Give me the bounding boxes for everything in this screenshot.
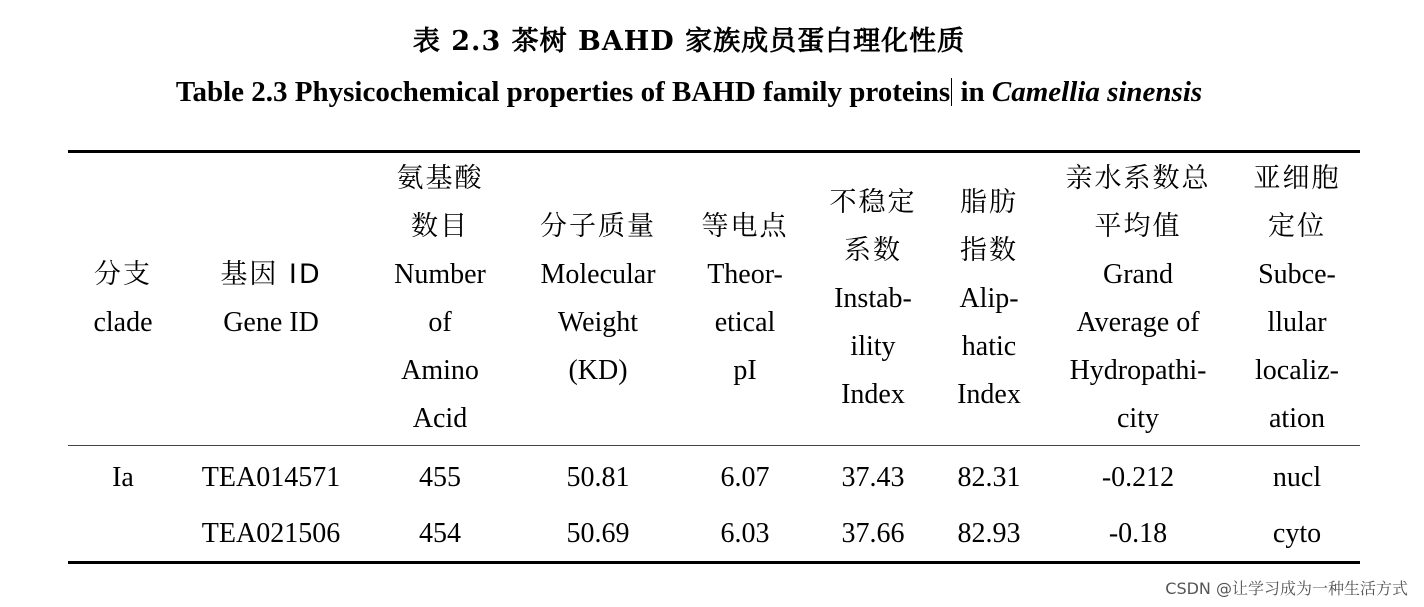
cell-clade: Ia [112, 462, 134, 493]
header-amino-acid [364, 153, 516, 445]
header-molecular-weight-cn: 分子质量 [540, 211, 656, 242]
header-clade-en: clade [93, 307, 153, 338]
header-aliphatic-index-en: Alip- hatic Index [957, 283, 1021, 410]
header-aliphatic-index [936, 153, 1042, 445]
header-theoretical-pi-cn: 等电点 [701, 211, 789, 242]
cell-amino-acid: 455 [419, 462, 461, 493]
header-subcellular-localization [1234, 153, 1360, 445]
table-bottom-rule [68, 561, 1360, 564]
header-theoretical-pi [680, 153, 810, 445]
table-title-cn: 表 2.3 茶树 BAHD 家族成员蛋白理化性质 [412, 26, 966, 57]
header-molecular-weight [516, 153, 680, 445]
cell-aliphatic-index: 82.31 [957, 462, 1021, 493]
cell-clade [68, 506, 178, 562]
header-gravy-cn: 亲水系数总 平均值 [1065, 163, 1211, 242]
cell-gravy: -0.212 [1101, 462, 1175, 493]
cell-subcellular-localization: cyto [1272, 518, 1322, 549]
cell-subcellular-localization: nucl [1272, 462, 1322, 493]
table-title-en-tail: in [953, 76, 992, 108]
header-amino-acid-en: Number of Amino Acid [394, 259, 486, 434]
header-clade [68, 153, 178, 445]
table-header-rule [68, 445, 1360, 446]
header-theoretical-pi-en: Theor- etical pI [707, 259, 783, 386]
header-gravy-en: Grand Average of Hydropathi- city [1069, 259, 1207, 434]
table-header [68, 153, 1360, 445]
table-row [68, 450, 1360, 506]
table-row [68, 506, 1360, 562]
cell-aliphatic-index: 82.93 [957, 518, 1021, 549]
cell-gene-id: TEA014571 [201, 462, 341, 493]
cell-molecular-weight: 50.69 [566, 518, 630, 549]
species-name: Camellia sinensis [991, 76, 1203, 108]
cell-amino-acid: 454 [419, 518, 461, 549]
header-aliphatic-index-cn: 脂肪 指数 [960, 187, 1018, 266]
header-gene-id [178, 153, 364, 445]
header-amino-acid-cn: 氨基酸 数目 [396, 163, 484, 242]
header-gene-id-en: Gene ID [223, 307, 319, 338]
header-instability-index-en: Instab- ility Index [834, 283, 912, 410]
cell-gravy: -0.18 [1108, 518, 1168, 549]
table-title-en-main: Table 2.3 Physicochemical properties of BAHD family proteins [175, 76, 951, 108]
cell-instability-index: 37.43 [841, 462, 905, 493]
cell-theoretical-pi: 6.03 [720, 518, 770, 549]
cell-instability-index: 37.66 [841, 518, 905, 549]
header-subcellular-localization-en: Subce- llular localiz- ation [1255, 259, 1339, 434]
header-molecular-weight-en: Molecular Weight (KD) [540, 259, 656, 386]
table-title-en [0, 72, 1378, 112]
header-instability-index [810, 153, 936, 445]
cell-molecular-weight: 50.81 [566, 462, 630, 493]
cell-theoretical-pi: 6.07 [720, 462, 770, 493]
csdn-watermark: CSDN @让学习成为一种生活方式 [1165, 579, 1408, 598]
header-clade-cn: 分支 [94, 259, 152, 290]
cell-gene-id: TEA021506 [201, 518, 341, 549]
header-subcellular-localization-cn: 亚细胞 定位 [1253, 163, 1341, 242]
header-gene-id-cn: 基因 ID [220, 259, 322, 290]
header-gravy [1042, 153, 1234, 445]
header-instability-index-cn: 不稳定 系数 [829, 187, 917, 266]
